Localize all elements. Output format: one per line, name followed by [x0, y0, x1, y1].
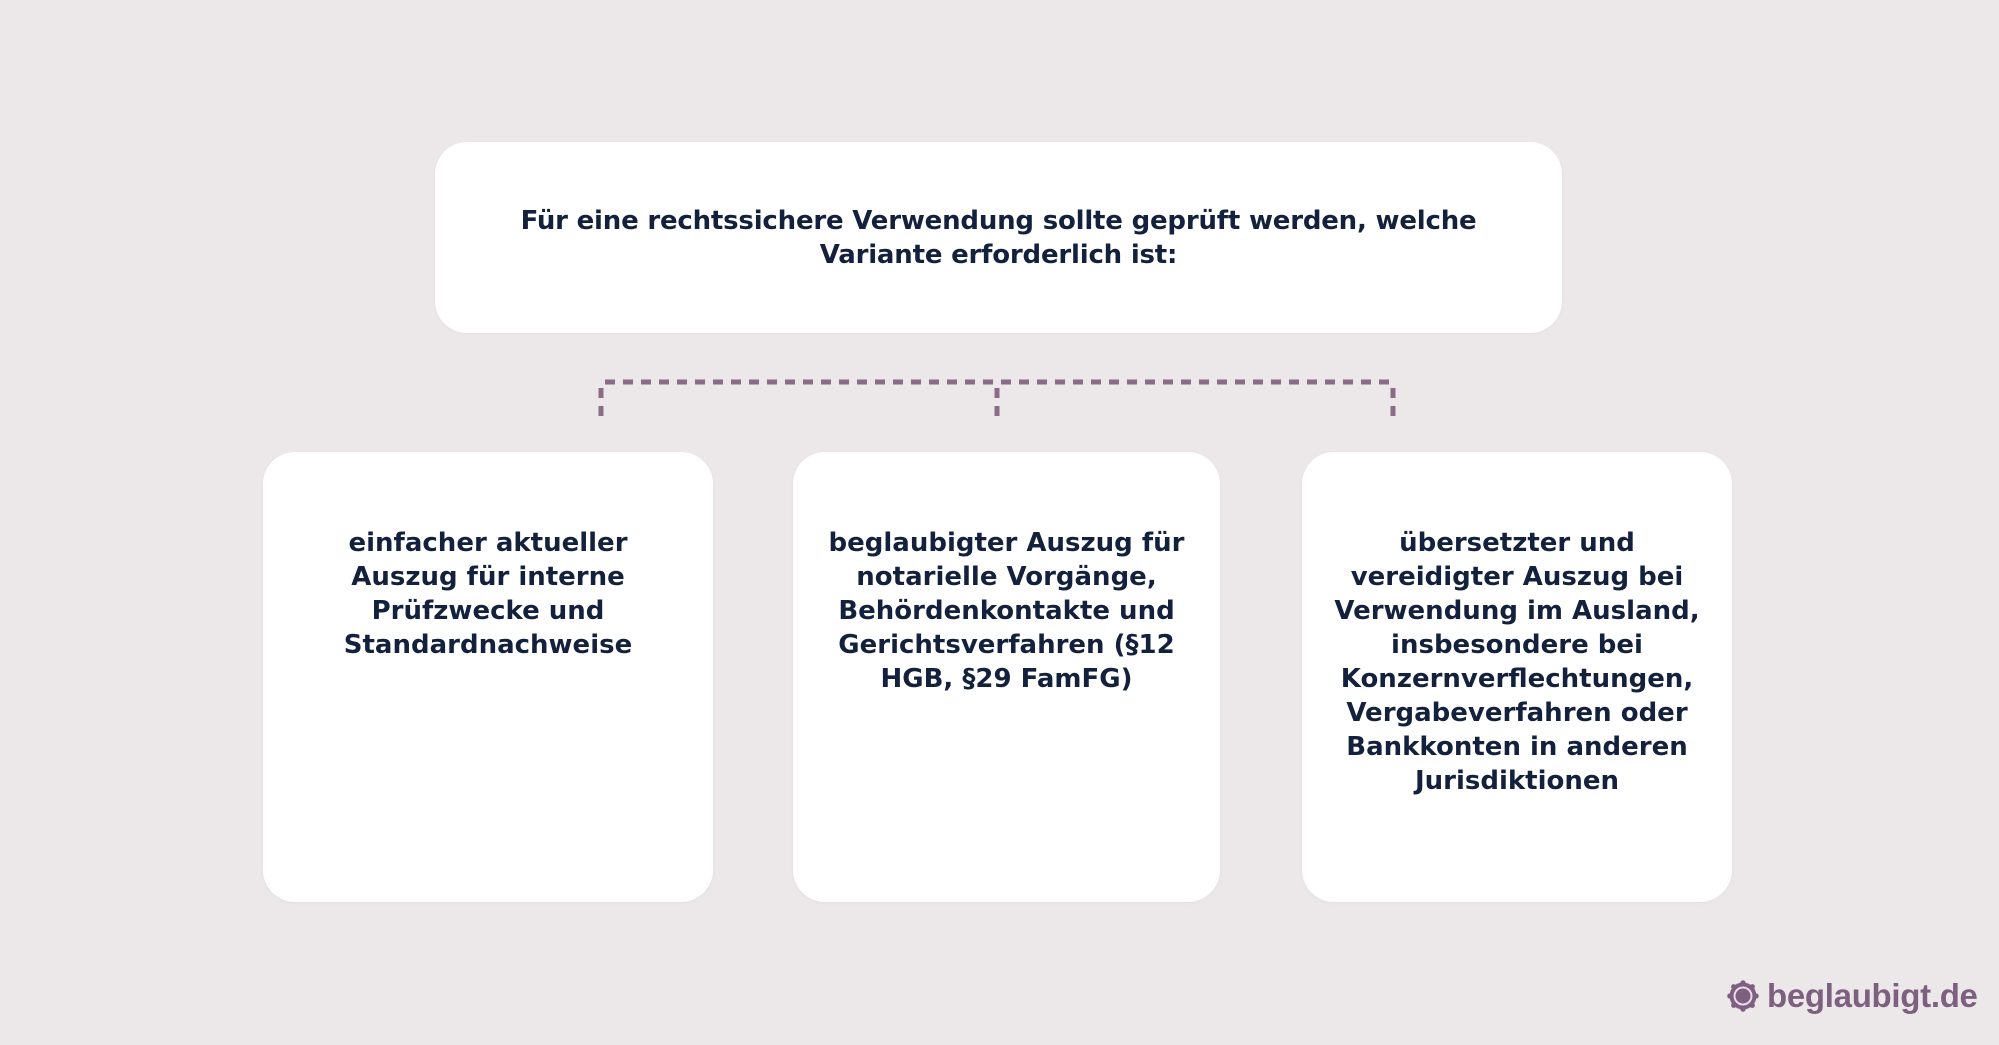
option-text: übersetzter und vereidigter Auszug bei Verwendung im Ausland, insbesondere bei Konzernverflechtungen, Vergabeverfahren oder Bankkonten in anderen Jurisdiktionen: [1334, 528, 1700, 796]
seal-badge-icon: [1727, 980, 1759, 1012]
option-card-certified-extract: [793, 452, 1220, 902]
question-box: [435, 142, 1562, 333]
question-text: Für eine rechtssichere Verwendung sollte geprüft werden, welche Variante erforderlich ist:: [520, 205, 1477, 270]
brand-name: beglaubigt.de: [1767, 977, 1978, 1014]
option-text: einfacher aktueller Auszug für interne Prüfzwecke und Standardnachweise: [343, 528, 633, 660]
option-card-translated-sworn-extract: [1302, 452, 1732, 902]
option-text: beglaubigter Auszug für notarielle Vorgänge, Behördenkontakte und Gerichtsverfahren (§12 HGB, §29 FamFG): [828, 528, 1185, 694]
brand-logo: [1727, 976, 1978, 1016]
option-card-simple-extract: [263, 452, 713, 902]
